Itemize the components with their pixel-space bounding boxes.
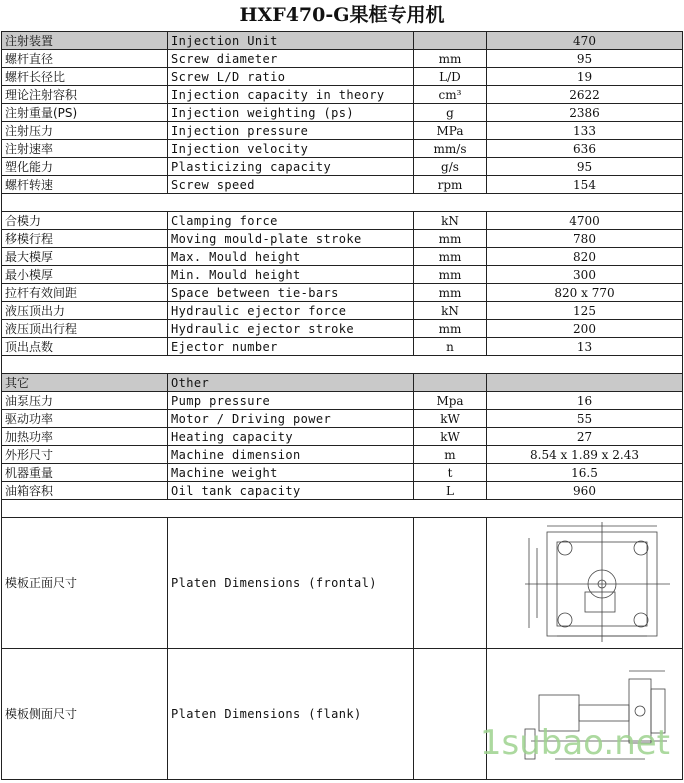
- table-row: [2, 230, 683, 248]
- page-title: HXF470-G果框专用机: [239, 4, 445, 26]
- spec-value: 820 x 770: [487, 284, 683, 302]
- spec-value: 16: [487, 392, 683, 410]
- spec-label-en: Min. Mould height: [168, 266, 414, 284]
- spec-value: 2386: [487, 104, 683, 122]
- platen-empty-cell: [414, 649, 487, 780]
- spec-unit: kN: [414, 212, 487, 230]
- spec-unit: t: [414, 464, 487, 482]
- spec-unit: rpm: [414, 176, 487, 194]
- platen-empty-cell: [414, 518, 487, 649]
- spec-label-zh: 注射压力: [2, 122, 168, 140]
- spec-label-zh: 拉杆有效间距: [2, 284, 168, 302]
- spec-label-en: Other: [168, 374, 414, 392]
- platen-label-en: Platen Dimensions (flank): [168, 649, 414, 780]
- table-row: [2, 104, 683, 122]
- spec-value: 820: [487, 248, 683, 266]
- spec-unit: mm: [414, 266, 487, 284]
- spec-unit: Mpa: [414, 392, 487, 410]
- spec-value: 95: [487, 50, 683, 68]
- spec-label-zh: 油泵压力: [2, 392, 168, 410]
- spec-label-zh: 机器重量: [2, 464, 168, 482]
- platen-frontal-drawing: [495, 518, 675, 644]
- spec-label-en: Injection Unit: [168, 32, 414, 50]
- spec-label-zh: 外形尺寸: [2, 446, 168, 464]
- spacer-cell: [2, 356, 683, 374]
- spec-label-en: Injection weighting (ps): [168, 104, 414, 122]
- platen-label-zh: 模板正面尺寸: [2, 518, 168, 649]
- spec-label-en: Heating capacity: [168, 428, 414, 446]
- spec-label-zh: 螺杆转速: [2, 176, 168, 194]
- table-row: [2, 68, 683, 86]
- spec-label-zh: 注射装置: [2, 32, 168, 50]
- spec-unit: mm: [414, 320, 487, 338]
- table-row: [2, 284, 683, 302]
- platen-row: [2, 518, 683, 649]
- spacer-cell: [2, 194, 683, 212]
- spec-unit: kN: [414, 302, 487, 320]
- platen-drawing-cell: [487, 518, 683, 649]
- spec-label-zh: 驱动功率: [2, 410, 168, 428]
- spacer-row: [2, 500, 683, 518]
- spec-value: 8.54 x 1.89 x 2.43: [487, 446, 683, 464]
- spec-value: 200: [487, 320, 683, 338]
- table-row: [2, 32, 683, 50]
- spec-label-en: Motor / Driving power: [168, 410, 414, 428]
- spec-unit: mm: [414, 248, 487, 266]
- spec-label-zh: 注射重量(PS): [2, 104, 168, 122]
- spec-label-zh: 最小模厚: [2, 266, 168, 284]
- spacer-row: [2, 356, 683, 374]
- table-row: [2, 464, 683, 482]
- spec-unit: mm: [414, 284, 487, 302]
- spec-label-en: Clamping force: [168, 212, 414, 230]
- table-row: [2, 122, 683, 140]
- spec-unit: MPa: [414, 122, 487, 140]
- platen-label-zh: 模板侧面尺寸: [2, 649, 168, 780]
- spec-label-zh: 液压顶出行程: [2, 320, 168, 338]
- spec-value: 95: [487, 158, 683, 176]
- table-row: [2, 86, 683, 104]
- spec-label-zh: 合模力: [2, 212, 168, 230]
- spec-unit: L/D: [414, 68, 487, 86]
- spec-value: [487, 374, 683, 392]
- spec-label-en: Pump pressure: [168, 392, 414, 410]
- spec-label-zh: 顶出点数: [2, 338, 168, 356]
- table-row: [2, 50, 683, 68]
- spec-value: 19: [487, 68, 683, 86]
- table-row: [2, 446, 683, 464]
- spec-unit: g/s: [414, 158, 487, 176]
- table-row: [2, 410, 683, 428]
- spec-unit: g: [414, 104, 487, 122]
- table-row: [2, 248, 683, 266]
- spec-label-en: Screw speed: [168, 176, 414, 194]
- table-row: [2, 176, 683, 194]
- spec-value: 13: [487, 338, 683, 356]
- table-row: [2, 482, 683, 500]
- table-row: [2, 158, 683, 176]
- spec-label-en: Hydraulic ejector stroke: [168, 320, 414, 338]
- spec-value: 636: [487, 140, 683, 158]
- spec-value: 55: [487, 410, 683, 428]
- spec-label-en: Space between tie-bars: [168, 284, 414, 302]
- spec-value: 154: [487, 176, 683, 194]
- spec-value: 960: [487, 482, 683, 500]
- platen-label-en: Platen Dimensions (frontal): [168, 518, 414, 649]
- spec-value: 133: [487, 122, 683, 140]
- spec-unit: [414, 374, 487, 392]
- table-row: [2, 212, 683, 230]
- spec-label-en: Machine dimension: [168, 446, 414, 464]
- spec-label-zh: 塑化能力: [2, 158, 168, 176]
- spec-unit: mm: [414, 50, 487, 68]
- spec-label-en: Oil tank capacity: [168, 482, 414, 500]
- spec-value: 125: [487, 302, 683, 320]
- spec-label-zh: 螺杆长径比: [2, 68, 168, 86]
- table-row: [2, 266, 683, 284]
- table-row: [2, 374, 683, 392]
- spec-label-zh: 油箱容积: [2, 482, 168, 500]
- spec-label-zh: 加热功率: [2, 428, 168, 446]
- spec-label-zh: 最大模厚: [2, 248, 168, 266]
- table-row: [2, 392, 683, 410]
- spec-label-zh: 移模行程: [2, 230, 168, 248]
- table-row: [2, 320, 683, 338]
- spacer-cell: [2, 500, 683, 518]
- spec-label-en: Screw L/D ratio: [168, 68, 414, 86]
- spec-value: 4700: [487, 212, 683, 230]
- spec-value: 16.5: [487, 464, 683, 482]
- spec-unit: [414, 32, 487, 50]
- table-row: [2, 428, 683, 446]
- spec-unit: L: [414, 482, 487, 500]
- spec-table: [1, 31, 683, 780]
- spec-label-en: Max. Mould height: [168, 248, 414, 266]
- spec-unit: kW: [414, 410, 487, 428]
- spec-label-en: Injection pressure: [168, 122, 414, 140]
- spec-label-en: Ejector number: [168, 338, 414, 356]
- spec-label-en: Hydraulic ejector force: [168, 302, 414, 320]
- spec-value: 2622: [487, 86, 683, 104]
- spec-value: 27: [487, 428, 683, 446]
- spacer-row: [2, 194, 683, 212]
- spec-label-en: Injection capacity in theory: [168, 86, 414, 104]
- watermark: 1subao.net: [479, 723, 670, 763]
- spec-label-zh: 其它: [2, 374, 168, 392]
- spec-label-en: Machine weight: [168, 464, 414, 482]
- spec-value: 780: [487, 230, 683, 248]
- spec-unit: mm: [414, 230, 487, 248]
- spec-label-zh: 注射速率: [2, 140, 168, 158]
- spec-label-en: Plasticizing capacity: [168, 158, 414, 176]
- spec-value: 470: [487, 32, 683, 50]
- spec-label-en: Injection velocity: [168, 140, 414, 158]
- table-row: [2, 302, 683, 320]
- spec-label-en: Moving mould-plate stroke: [168, 230, 414, 248]
- spec-unit: mm/s: [414, 140, 487, 158]
- spec-label-en: Screw diameter: [168, 50, 414, 68]
- spec-unit: m: [414, 446, 487, 464]
- spec-label-zh: 液压顶出力: [2, 302, 168, 320]
- spec-label-zh: 螺杆直径: [2, 50, 168, 68]
- spec-unit: n: [414, 338, 487, 356]
- spec-value: 300: [487, 266, 683, 284]
- spec-label-zh: 理论注射容积: [2, 86, 168, 104]
- table-row: [2, 338, 683, 356]
- spec-unit: kW: [414, 428, 487, 446]
- table-row: [2, 140, 683, 158]
- spec-unit: cm³: [414, 86, 487, 104]
